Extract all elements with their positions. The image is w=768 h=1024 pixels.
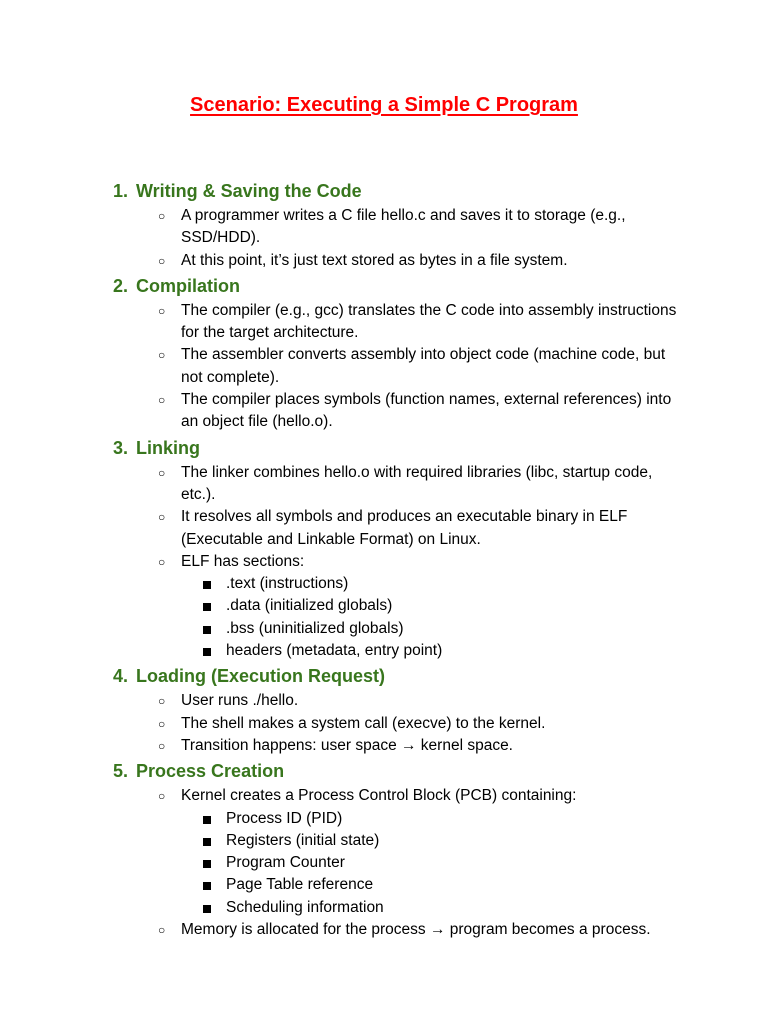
sub-list-item: .bss (uninitialized globals) — [0, 618, 768, 640]
hollow-circle-bullet-icon: ○ — [158, 303, 166, 318]
square-bullet-icon — [203, 905, 211, 913]
section-heading — [0, 662, 768, 690]
list-item: ○ Transition happens: user space → kernel space. — [0, 735, 768, 757]
sub-list-item: Process ID (PID) — [0, 808, 768, 830]
section-title: Linking — [136, 437, 200, 458]
list-item: ○ ELF has sections: — [0, 551, 768, 573]
list-item: ○ The compiler places symbols (function names, external references) into an object file (hello.o). — [158, 391, 672, 431]
square-bullet-icon — [203, 860, 211, 868]
list-item: ○ Memory is allocated for the process → program becomes a process. — [0, 919, 768, 941]
bullet-list — [0, 690, 768, 757]
section-title: Writing & Saving the Code — [136, 181, 362, 201]
square-bullet-icon — [203, 581, 211, 589]
square-bullet-icon — [203, 648, 211, 656]
section-number: 5. — [113, 761, 129, 782]
list-item: ○ The shell makes a system call (execve) to the kernel. — [0, 713, 768, 735]
section-heading — [0, 757, 768, 785]
section-loading — [0, 662, 768, 757]
sub-list-item: .data (initialized globals) — [0, 595, 768, 617]
hollow-circle-bullet-icon: ○ — [158, 554, 166, 569]
bullet-list — [0, 785, 768, 807]
section-number: 2. — [113, 275, 129, 296]
bullet-list — [0, 462, 768, 573]
list-item: ○ It resolves all symbols and produces an executable binary in ELF (Executable and Linkable Format) on Linux. — [158, 508, 628, 548]
section-linking — [0, 434, 768, 663]
section-number: 3. — [113, 437, 129, 458]
hollow-circle-bullet-icon: ○ — [158, 465, 166, 480]
bullet-list — [0, 205, 768, 272]
sub-list-item: Scheduling information — [0, 897, 768, 919]
section-writing-saving — [0, 177, 768, 272]
section-title: Compilation — [136, 275, 240, 296]
bullet-list — [0, 300, 768, 434]
document-content — [0, 177, 768, 941]
sub-bullet-list — [0, 573, 768, 662]
hollow-circle-bullet-icon: ○ — [158, 348, 166, 363]
section-heading — [0, 272, 768, 300]
hollow-circle-bullet-icon: ○ — [158, 716, 166, 731]
sub-list-item: Program Counter — [0, 852, 768, 874]
list-item: ○ The compiler (e.g., gcc) translates the C code into assembly instructions for the target architecture. — [158, 301, 677, 342]
section-heading — [0, 177, 768, 205]
list-item: ○ Kernel creates a Process Control Block (PCB) containing: — [0, 785, 768, 807]
list-item: ○ A programmer writes a C file hello.c and saves it to storage (e.g., SSD/HDD). — [158, 207, 626, 247]
square-bullet-icon — [203, 816, 211, 824]
section-number: 4. — [113, 666, 129, 687]
square-bullet-icon — [203, 838, 211, 846]
list-item: ○ The linker combines hello.o with required libraries (libc, startup code, etc.). — [158, 463, 653, 503]
square-bullet-icon — [203, 882, 211, 890]
sub-list-item: Registers (initial state) — [0, 830, 768, 852]
hollow-circle-bullet-icon: ○ — [158, 789, 166, 804]
list-item: ○ User runs ./hello. — [0, 690, 768, 712]
square-bullet-icon — [203, 626, 211, 634]
section-heading — [0, 434, 768, 462]
hollow-circle-bullet-icon: ○ — [158, 694, 166, 709]
hollow-circle-bullet-icon: ○ — [158, 923, 166, 938]
section-compilation — [0, 272, 768, 434]
sub-list-item: headers (metadata, entry point) — [0, 640, 768, 662]
section-number: 1. — [113, 181, 129, 201]
hollow-circle-bullet-icon: ○ — [158, 253, 166, 268]
sub-bullet-list — [0, 808, 768, 919]
list-item: ○ At this point, it’s just text stored as bytes in a file system. — [0, 250, 768, 272]
section-process-creation — [0, 757, 768, 941]
sub-list-item: Page Table reference — [0, 874, 768, 896]
square-bullet-icon — [203, 603, 211, 611]
hollow-circle-bullet-icon: ○ — [158, 510, 166, 525]
section-title: Loading (Execution Request) — [136, 666, 386, 687]
list-item: ○ The assembler converts assembly into object code (machine code, but not complete). — [158, 346, 666, 386]
hollow-circle-bullet-icon: ○ — [158, 209, 166, 223]
document-title: Scenario: Executing a Simple C Program — [190, 94, 578, 116]
sub-list-item: .text (instructions) — [0, 573, 768, 595]
section-title: Process Creation — [136, 761, 285, 782]
hollow-circle-bullet-icon: ○ — [158, 393, 166, 408]
hollow-circle-bullet-icon: ○ — [158, 738, 166, 753]
bullet-list — [0, 919, 768, 941]
